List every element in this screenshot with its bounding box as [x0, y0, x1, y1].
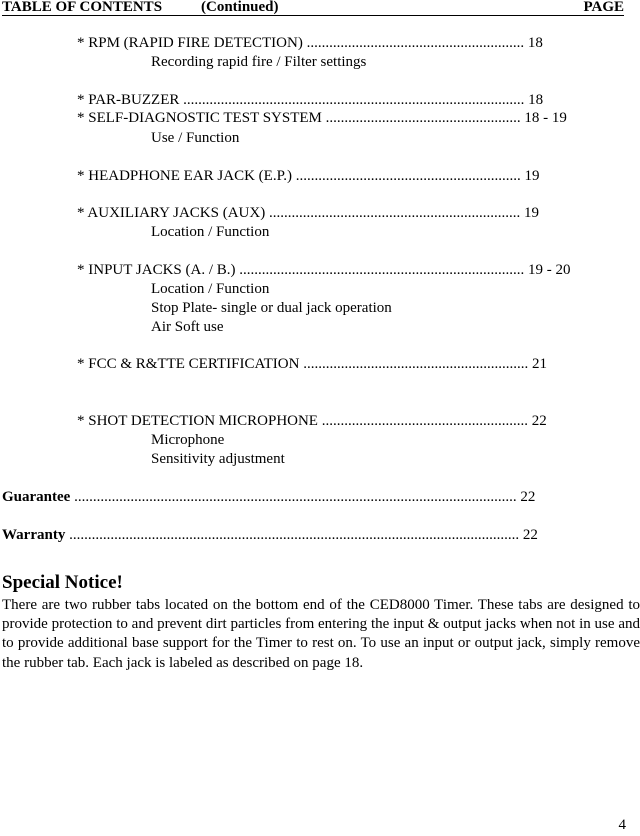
- toc-entry-input-jacks: * INPUT JACKS (A. / B.) ............................................................................ 19 - 20: [77, 262, 571, 278]
- toc-entry-self-diagnostic: * SELF-DIAGNOSTIC TEST SYSTEM .................................................... 18 - 19: [77, 110, 567, 126]
- special-notice-body: There are two rubber tabs located on the bottom end of the CED8000 Timer. These tabs are designed to provide protection to and prevent dirt particles from entering the input & output jacks when not in use and to provide additional base support for the Timer to rest on. To use an input or output jack, simply remove the rubber tab. Each jack is labeled as described on page 18.: [2, 597, 640, 671]
- toc-sub-rpm: Recording rapid fire / Filter settings: [151, 54, 367, 70]
- toc-sub-input-air-soft: Air Soft use: [151, 319, 224, 335]
- toc-sub-self-diagnostic: Use / Function: [151, 130, 240, 146]
- toc-entry-auxiliary: * AUXILIARY JACKS (AUX) ................................................................... 19: [77, 205, 539, 221]
- toc-continued: (Continued): [201, 0, 279, 15]
- warranty-label: Warranty: [2, 527, 66, 543]
- toc-header: [2, 0, 624, 16]
- toc-sub-auxiliary: Location / Function: [151, 224, 270, 240]
- toc-entry-shot-detection: * SHOT DETECTION MICROPHONE ....................................................... 22: [77, 413, 547, 429]
- toc-title: TABLE OF CONTENTS: [2, 0, 163, 15]
- toc-entry-guarantee: [2, 488, 535, 507]
- guarantee-leader: ...................................................................................................................... 22: [70, 489, 536, 505]
- toc-entry-warranty: [2, 526, 538, 545]
- toc-entry-fcc: * FCC & R&TTE CERTIFICATION ............................................................ 21: [77, 356, 547, 372]
- toc-sub-sensitivity: Sensitivity adjustment: [151, 451, 285, 467]
- toc-sub-input-stop-plate: Stop Plate- single or dual jack operation: [151, 300, 392, 316]
- special-notice-title: Special Notice!: [2, 572, 123, 593]
- warranty-leader: ........................................................................................................................ 22: [65, 527, 538, 543]
- page-number: 4: [618, 817, 626, 833]
- toc-sub-microphone: Microphone: [151, 432, 225, 448]
- guarantee-label: Guarantee: [2, 489, 71, 505]
- toc-page-label: PAGE: [583, 0, 624, 15]
- toc-entry-rpm: * RPM (RAPID FIRE DETECTION) .......................................................... 18: [77, 35, 543, 51]
- toc-entry-headphone: * HEADPHONE EAR JACK (E.P.) ............................................................ 19: [77, 168, 540, 184]
- toc-entry-par-buzzer: * PAR-BUZZER ........................................................................................... 18: [77, 92, 544, 108]
- toc-sub-input-location: Location / Function: [151, 281, 270, 297]
